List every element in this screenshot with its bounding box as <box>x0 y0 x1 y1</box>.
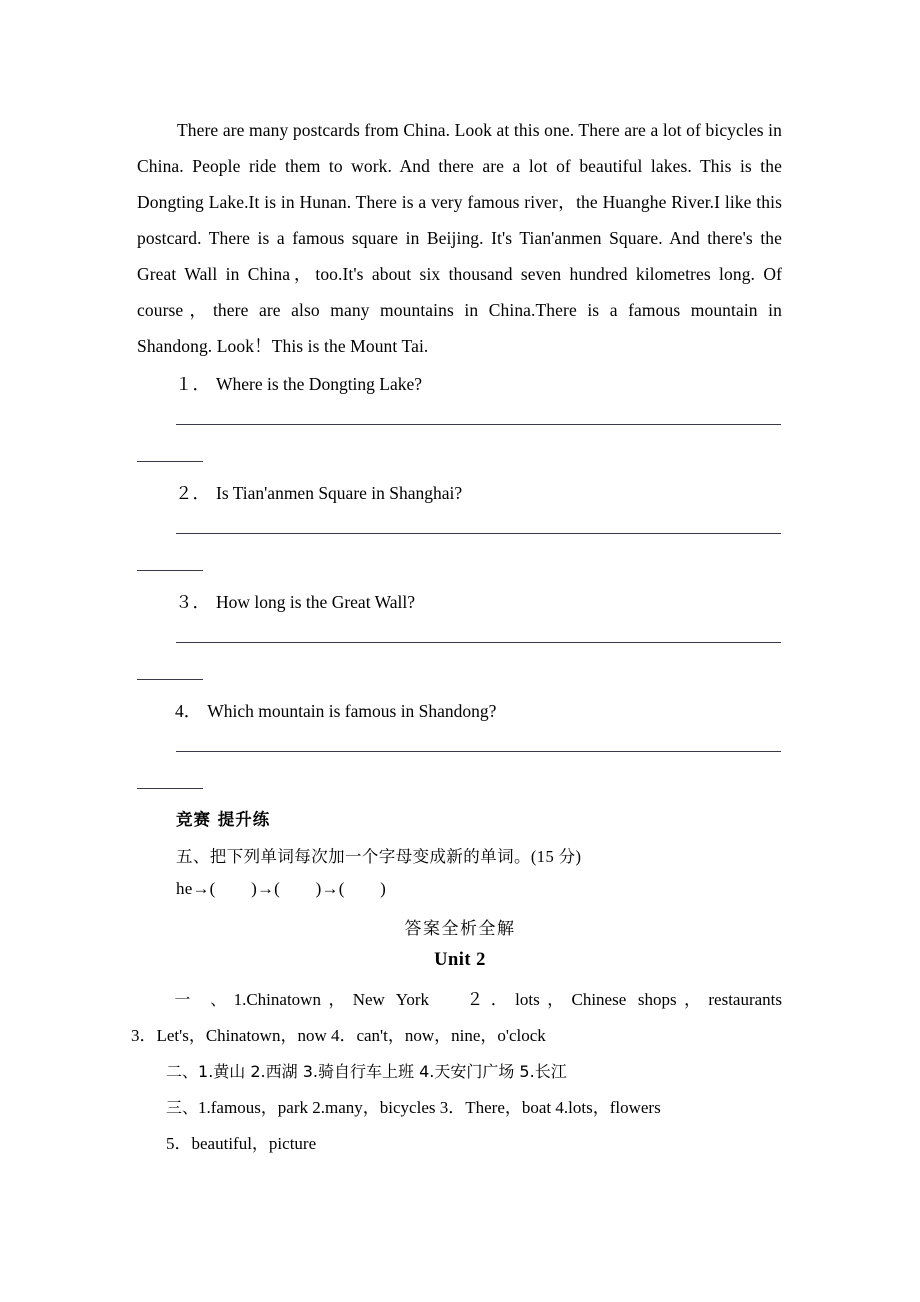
question-text-3: How long is the Great Wall? <box>216 592 415 612</box>
question-text-2: Is Tian'anmen Square in Shanghai? <box>216 483 463 503</box>
question-number-3: ３． <box>175 592 210 612</box>
answer-rule-2a[interactable] <box>176 533 781 534</box>
answer-key-title: 答案全析全解 <box>404 919 516 939</box>
reading-passage <box>137 112 782 364</box>
answer-rule-4b[interactable] <box>137 788 203 789</box>
question-number-2: ２． <box>175 483 210 503</box>
answer-section-3-line-1 <box>166 1096 661 1120</box>
answer-section-1-items-a: 1.Chinatown，New York <box>233 990 430 1009</box>
question-number-1: １． <box>175 374 210 394</box>
answer-section-2-line-1 <box>166 1060 567 1084</box>
answer-rule-1b[interactable] <box>137 461 203 462</box>
question-text-4: Which mountain is famous in Shandong? <box>207 701 497 721</box>
answer-section-1-line-1 <box>137 988 782 1012</box>
question-item-1 <box>137 371 797 397</box>
answer-section-3-marker: 三、 <box>166 1098 199 1117</box>
passage-text: There are many postcards from China. Look at this one. There are a lot of bicycles in China. People ride them to work. And there are a lot of beautiful lakes. This is the Dongting Lake.It is in Hunan. There is a very famous river，the Huanghe River.I like this postcard. There is a famous square in Beijing. It's Tian'anmen Square. And there's the Great Wall in China，too.It's about six thousand seven hundred kilometres long. Of course，there are also many mountains in China.There is a famous mountain in Shandong. Look！This is the Mount Tai. <box>137 120 782 356</box>
answer-section-1-line-2: 3．Let's，Chinatown，now 4．can't，now，nine，o'clock <box>131 1026 546 1045</box>
exercise-five-label: 五、把下列单词每次加一个字母变成新的单词。 <box>176 847 531 866</box>
question-text-1: Where is the Dongting Lake? <box>216 374 423 394</box>
question-item-4 <box>137 698 797 724</box>
competition-heading: 竞赛 提升练 <box>176 810 271 829</box>
word-chain-blanks[interactable]: he→( )→( )→( ) <box>176 879 387 898</box>
answer-rule-2b[interactable] <box>137 570 203 571</box>
answer-rule-1a[interactable] <box>176 424 781 425</box>
exercise-five-prompt <box>176 843 581 867</box>
answer-section-3-line-2: 5．beautiful，picture <box>166 1134 317 1153</box>
answer-rule-3b[interactable] <box>137 679 203 680</box>
answer-rule-4a[interactable] <box>176 751 781 752</box>
answer-key-unit: Unit 2 <box>434 950 486 970</box>
answer-section-1-marker: 一 、 <box>167 990 234 1009</box>
answer-section-2-items: 1.黄山 2.西湖 3.骑自行车上班 4.天安门广场 5.长江 <box>198 1062 567 1081</box>
answer-section-1-items-b: ２．lots，Chinese shops，restaurants <box>459 990 783 1009</box>
question-number-4: 4． <box>175 701 202 721</box>
question-item-2 <box>137 480 797 506</box>
answer-section-3-items: 1.famous，park 2.many，bicycles 3．There，boat 4.lots，flowers <box>198 1098 661 1117</box>
exercise-five-score: (15 分) <box>530 847 582 866</box>
answer-section-2-marker: 二、 <box>166 1062 199 1081</box>
question-item-3 <box>137 589 797 615</box>
answer-rule-3a[interactable] <box>176 642 781 643</box>
